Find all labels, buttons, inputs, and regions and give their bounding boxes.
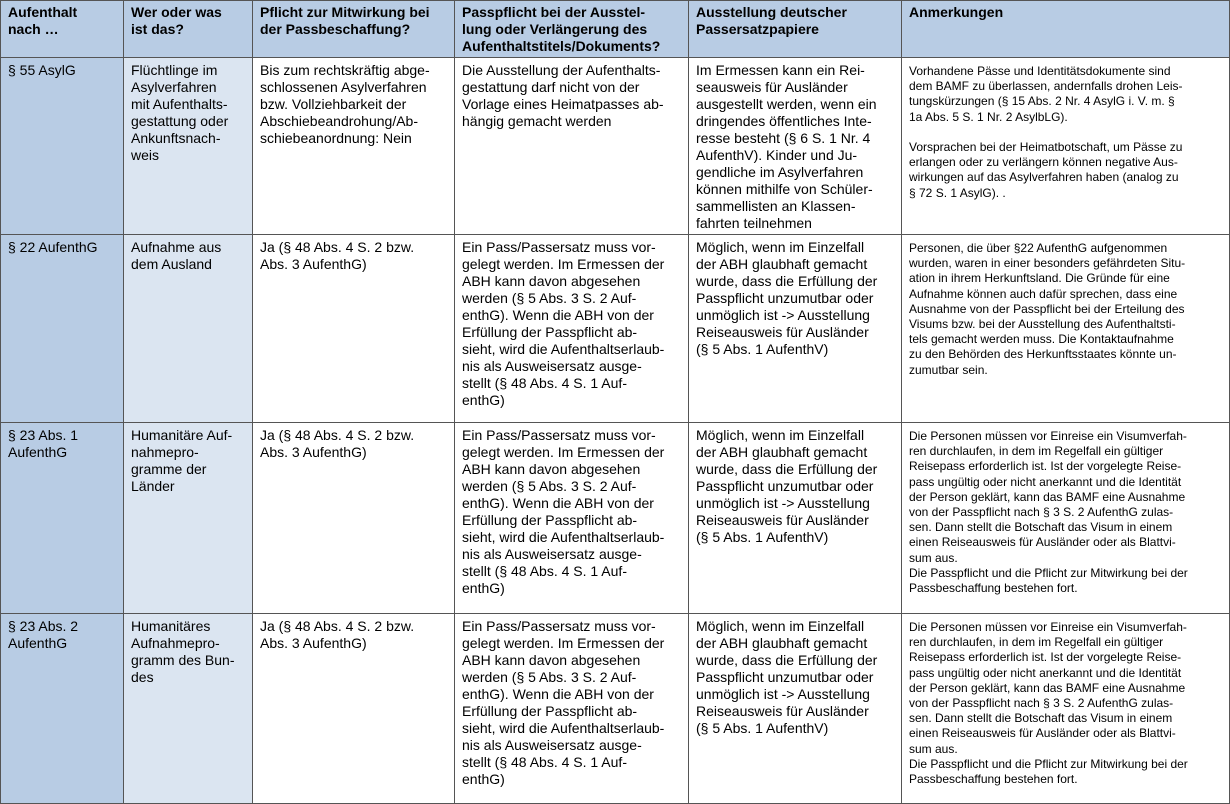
cell-anmerkungen: Die Personen müssen vor Einreise ein Visumverfah- ren durchlaufen, in dem im Regelfall ein gültiger Reisepass erforderlich ist. Ist der vorgelegte Reise- pass ungültig oder nicht anerkannt und die Identität der Person geklärt, kann das BAMF eine Ausnahme von der Passpflicht nach § 3 S. 2 AufenthG zulas- sen. Dann stellt die Botschaft das Visum in einem einen Reiseausweis für Ausländer oder als Blattvi- sum aus. Die Passpflicht und die Pflicht zur Mitwirkung bei der Passbeschaffung bestehen fort. (902, 614, 1230, 804)
cell-anmerkungen: Vorhandene Pässe und Identitätsdokumente sind dem BAMF zu überlassen, andernfalls drohen Leis- tungskürzungen (§ 15 Abs. 2 Nr. 4 AsylG i. V. m. § 1a Abs. 5 S. 1 Nr. 2 AsylbLG). Vorsprachen bei der Heimatbotschaft, um Pässe zu erlangen oder zu verlängern können negative Aus- wirkungen auf das Asylverfahren haben (analog zu § 72 S. 1 AsylG). . (902, 58, 1230, 235)
header-anmerkungen: Anmerkungen (902, 1, 1230, 58)
cell-mitwirkung: Bis zum rechtskräftig abge- schlossenen Asylverfahren bzw. Vollziehbarkeit der Abschiebeandrohung/Ab- schiebeanordnung: Nein (253, 58, 455, 235)
header-passersatz: Ausstellung deutscher Passersatzpapiere (689, 1, 902, 58)
cell-aufenthalt: § 23 Abs. 2 AufenthG (1, 614, 124, 804)
cell-passpflicht: Ein Pass/Passersatz muss vor- gelegt werden. Im Ermessen der ABH kann davon abgesehen werden (§ 5 Abs. 3 S. 2 Auf- enthG). Wenn die ABH von der Erfüllung der Passpflicht ab- sieht, wird die Aufenthaltserlaub- nis als Ausweisersatz ausge- stellt (§ 48 Abs. 4 S. 1 Auf- enthG) (455, 614, 689, 804)
cell-mitwirkung: Ja (§ 48 Abs. 4 S. 2 bzw. Abs. 3 AufenthG) (253, 423, 455, 614)
table-row (1, 423, 1230, 614)
cell-mitwirkung: Ja (§ 48 Abs. 4 S. 2 bzw. Abs. 3 AufenthG) (253, 235, 455, 423)
header-passpflicht: Passpflicht bei der Ausstel- lung oder Verlängerung des Aufenthaltstitels/Dokuments? (455, 1, 689, 58)
cell-wer: Humanitäre Auf- nahmepro- gramme der Länder (124, 423, 253, 614)
cell-aufenthalt: § 55 AsylG (1, 58, 124, 235)
table-row (1, 58, 1230, 235)
header-aufenthalt: Aufenthalt nach … (1, 1, 124, 58)
cell-passpflicht: Die Ausstellung der Aufenthalts- gestattung darf nicht von der Vorlage eines Heimatpasses ab- hängig gemacht werden (455, 58, 689, 235)
cell-anmerkungen: Personen, die über §22 AufenthG aufgenommen wurden, waren in einer besonders gefährdeten Situ- ation in ihrem Herkunftsland. Die Gründe für eine Aufnahme können auch dafür sprechen, dass eine Ausnahme von der Passpflicht bei der Erteilung des Visums bzw. bei der Ausstellung des Aufenthaltsti- tels gemacht werden muss. Die Kontaktaufnahme zu den Behörden des Herkunftsstaates könnte un- zumutbar sein. (902, 235, 1230, 423)
header-wer: Wer oder was ist das? (124, 1, 253, 58)
table-row (1, 614, 1230, 804)
cell-passersatz: Möglich, wenn im Einzelfall der ABH glaubhaft gemacht wurde, dass die Erfüllung der Passpflicht unzumutbar oder unmöglich ist -> Ausstellung Reiseausweis für Ausländer (§ 5 Abs. 1 AufenthV) (689, 614, 902, 804)
cell-wer: Aufnahme aus dem Ausland (124, 235, 253, 423)
table-row (1, 235, 1230, 423)
cell-wer: Flüchtlinge im Asylverfahren mit Aufenthalts- gestattung oder Ankunftsnach- weis (124, 58, 253, 235)
cell-anmerkungen: Die Personen müssen vor Einreise ein Visumverfah- ren durchlaufen, in dem im Regelfall ein gültiger Reisepass erforderlich ist. Ist der vorgelegte Reise- pass ungültig oder nicht anerkannt und die Identität der Person geklärt, kann das BAMF eine Ausnahme von der Passpflicht nach § 3 S. 2 AufenthG zulas- sen. Dann stellt die Botschaft das Visum in einem einen Reiseausweis für Ausländer oder als Blattvi- sum aus. Die Passpflicht und die Pflicht zur Mitwirkung bei der Passbeschaffung bestehen fort. (902, 423, 1230, 614)
cell-passpflicht: Ein Pass/Passersatz muss vor- gelegt werden. Im Ermessen der ABH kann davon abgesehen werden (§ 5 Abs. 3 S. 2 Auf- enthG). Wenn die ABH von der Erfüllung der Passpflicht ab- sieht, wird die Aufenthaltserlaub- nis als Ausweisersatz ausge- stellt (§ 48 Abs. 4 S. 1 Auf- enthG) (455, 235, 689, 423)
cell-passersatz: Möglich, wenn im Einzelfall der ABH glaubhaft gemacht wurde, dass die Erfüllung der Passpflicht unzumutbar oder unmöglich ist -> Ausstellung Reiseausweis für Ausländer (§ 5 Abs. 1 AufenthV) (689, 235, 902, 423)
cell-passpflicht: Ein Pass/Passersatz muss vor- gelegt werden. Im Ermessen der ABH kann davon abgesehen werden (§ 5 Abs. 3 S. 2 Auf- enthG). Wenn die ABH von der Erfüllung der Passpflicht ab- sieht, wird die Aufenthaltserlaub- nis als Ausweisersatz ausge- stellt (§ 48 Abs. 4 S. 1 Auf- enthG) (455, 423, 689, 614)
cell-aufenthalt: § 23 Abs. 1 AufenthG (1, 423, 124, 614)
cell-aufenthalt: § 22 AufenthG (1, 235, 124, 423)
cell-passersatz: Im Ermessen kann ein Rei- seausweis für Ausländer ausgestellt werden, wenn ein dringendes öffentliches Inte- resse besteht (§ 6 S. 1 Nr. 4 AufenthV). Kinder und Ju- gendliche im Asylverfahren können mithilfe von Schüler- sammellisten an Klassen- fahrten teilnehmen (689, 58, 902, 235)
header-mitwirkung: Pflicht zur Mitwirkung bei der Passbeschaffung? (253, 1, 455, 58)
table-header-row (1, 1, 1230, 58)
cell-passersatz: Möglich, wenn im Einzelfall der ABH glaubhaft gemacht wurde, dass die Erfüllung der Passpflicht unzumutbar oder unmöglich ist -> Ausstellung Reiseausweis für Ausländer (§ 5 Abs. 1 AufenthV) (689, 423, 902, 614)
cell-mitwirkung: Ja (§ 48 Abs. 4 S. 2 bzw. Abs. 3 AufenthG) (253, 614, 455, 804)
cell-wer: Humanitäres Aufnahmepro- gramm des Bun- des (124, 614, 253, 804)
